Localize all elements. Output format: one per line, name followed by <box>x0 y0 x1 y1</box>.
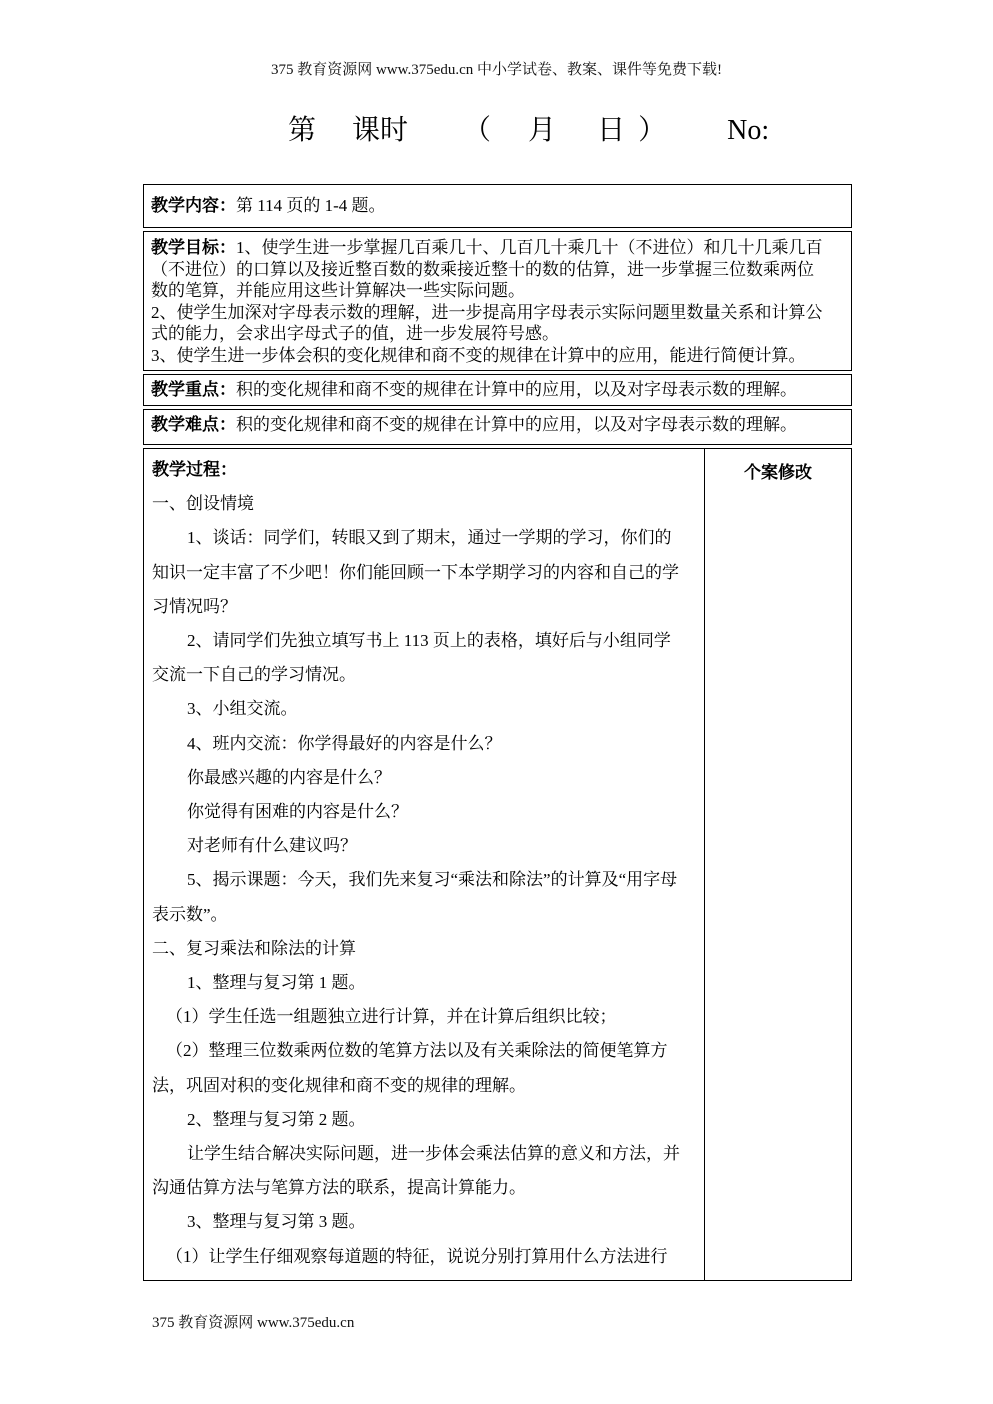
process-line: 2、请同学们先独立填写书上 113 页上的表格，填好后与小组同学 <box>187 631 671 651</box>
process-line: 一、创设情境 <box>152 494 254 514</box>
process-line: 沟通估算方法与笔算方法的联系，提高计算能力。 <box>152 1178 526 1198</box>
teaching-content-label: 教学内容： <box>151 196 236 215</box>
teaching-process-cell <box>144 449 704 1280</box>
process-line: 表示数”。 <box>152 904 228 924</box>
process-line: 交流一下自己的学习情况。 <box>152 665 356 685</box>
title-segment-di: 第 <box>288 115 317 146</box>
process-line: 法，巩固对积的变化规律和商不变的规律的理解。 <box>152 1075 526 1095</box>
process-line: 对老师有什么建议吗？ <box>187 836 357 856</box>
objective-line <box>151 237 844 259</box>
process-line: （1）学生任选一组题独立进行计算，并在计算后组织比较； <box>166 1007 617 1027</box>
title-segment-no: No: <box>727 115 770 146</box>
teaching-process-label: 教学过程： <box>152 460 237 479</box>
process-line: （1）让学生仔细观察每道题的特征，说说分别打算用什么方法进行 <box>166 1246 668 1266</box>
process-line: 1、谈话：同学们，转眼又到了期末，通过一学期的学习，你们的 <box>187 528 672 548</box>
objective-line: 数的笔算，并能应用这些计算解决一些实际问题。 <box>151 281 525 300</box>
difficulties-text: 积的变化规律和商不变的规律在计算中的应用，以及对字母表示数的理解。 <box>236 415 797 434</box>
objective-line: （不进位）的口算以及接近整百数的数乘接近整十的数的估算，进一步掌握三位数乘两位 <box>151 259 814 279</box>
process-line: 习情况吗？ <box>152 596 237 616</box>
objective-line-text: 1、使学生进一步掌握几百乘几十、几百几十乘几十（不进位）和几十几乘几百 <box>236 238 823 257</box>
process-line: 5、揭示课题：今天，我们先来复习“乘法和除法”的计算及“用字母 <box>187 870 678 890</box>
key-points-label: 教学重点： <box>151 380 236 399</box>
process-line: 你最感兴趣的内容是什么？ <box>187 767 391 787</box>
process-line: 3、整理与复习第 3 题。 <box>187 1212 366 1232</box>
process-line: 二、复习乘法和除法的计算 <box>152 938 356 958</box>
title-segment-day: 日 <box>597 115 626 146</box>
title-segment-close-paren: ） <box>638 115 667 146</box>
lesson-plan-table <box>143 184 852 1281</box>
footer-site-name: 375 教育资源网 www.375edu.cn <box>152 1314 355 1331</box>
process-line: 知识一定丰富了不少吧！你们能回顾一下本学期学习的内容和自己的学 <box>152 562 679 582</box>
case-revision-cell <box>704 449 851 1280</box>
process-line: 你觉得有困难的内容是什么？ <box>187 802 408 822</box>
teaching-content-section <box>143 184 852 228</box>
teaching-content-text: 第 114 页的 1-4 题。 <box>236 196 386 215</box>
objective-line: 式的能力，会求出字母式子的值，进一步发展符号感。 <box>151 324 559 343</box>
page-title <box>0 110 993 152</box>
process-line: 让学生结合解决实际问题，进一步体会乘法估算的意义和方法，并 <box>187 1144 680 1164</box>
objective-line: 2、使学生加深对字母表示数的理解，进一步提高用字母表示实际问题里数量关系和计算公 <box>151 302 823 322</box>
case-revision-header: 个案修改 <box>744 463 812 482</box>
key-points-section <box>143 374 852 406</box>
title-segment-open-paren: （ <box>463 115 492 146</box>
difficulties-label: 教学难点： <box>151 415 236 434</box>
header-site-notice: 375 教育资源网 www.375edu.cn 中小学试卷、教案、课件等免费下载! <box>270 62 723 78</box>
teaching-objectives-label: 教学目标： <box>151 238 236 257</box>
title-segment-keshi: 课时 <box>352 115 409 146</box>
teaching-process-section <box>143 448 852 1281</box>
difficulties-section <box>143 409 852 445</box>
title-segment-month: 月 <box>528 115 557 146</box>
objective-line: 3、使学生进一步体会积的变化规律和商不变的规律在计算中的应用，能进行简便计算。 <box>151 345 806 365</box>
process-line: 2、整理与复习第 2 题。 <box>187 1109 366 1129</box>
process-line: （2）整理三位数乘两位数的笔算方法以及有关乘除法的简便笔算方 <box>166 1041 668 1061</box>
key-points-text: 积的变化规律和商不变的规律在计算中的应用，以及对字母表示数的理解。 <box>236 380 797 399</box>
process-line: 1、整理与复习第 1 题。 <box>187 973 366 993</box>
process-line: 3、小组交流。 <box>187 699 298 719</box>
teaching-objectives-section <box>143 231 852 371</box>
process-line: 4、班内交流：你学得最好的内容是什么？ <box>187 733 502 753</box>
